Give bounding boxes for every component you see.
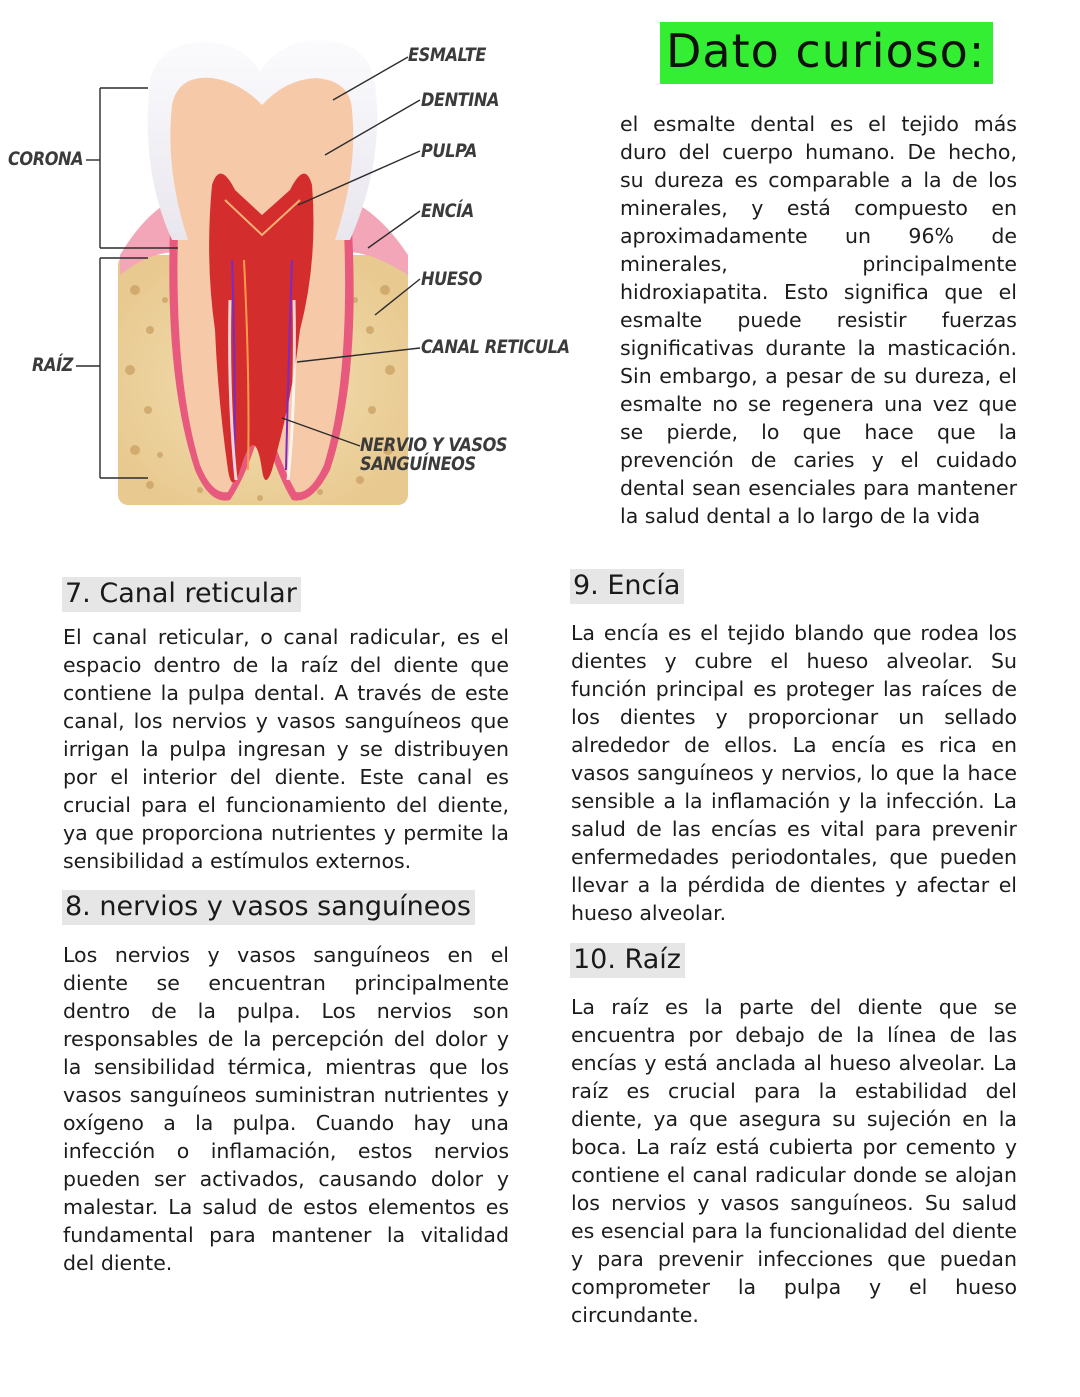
label-nervio-line2: SANGUÍNEOS xyxy=(360,453,476,475)
tooth-illustration xyxy=(0,0,600,560)
label-raiz: RAÍZ xyxy=(32,354,73,376)
section-8-text: Los nervios y vasos sanguíneos en el diente se encuentran principalmente dentro de la pulpa. Los nervios son responsables de la percepción del dolor y la sensibilidad térmica, mientras que los vasos sanguíneos suministran nutrientes y oxígeno a la pulpa. Cuando hay una infección o inflamación, estos nervios pueden ser activados, causando dolor y malestar. La salud de estos elementos es fundamental para mantener la vitalidad del diente. xyxy=(63,943,509,1275)
label-dentina: DENTINA xyxy=(421,89,500,111)
label-nervio-vasos xyxy=(360,436,507,474)
section-9-text: La encía es el tejido blando que rodea los dientes y cubre el hueso alveolar. Su función principal es proteger las raíces de los dientes y proporcionar un sellado alrededor de ellos. La encía es rica en vasos sanguíneos y nervios, lo que la hace sensible a la inflamación y la infección. La salud de las encías es vital para prevenir enfermedades periodontales, que pueden llevar a la pérdida de dientes y afectar el hueso alveolar. xyxy=(571,621,1017,925)
label-hueso: HUESO xyxy=(421,268,482,290)
callout-title: Dato curioso: xyxy=(660,22,993,84)
tooth-diagram xyxy=(0,0,600,560)
section-7-text: El canal reticular, o canal radicular, es el espacio dentro de la raíz del diente que contiene la pulpa dental. A través de este canal, los nervios y vasos sanguíneos que irrigan la pulpa ingresan y se distribuyen por el interior del diente. Este canal es crucial para el funcionamiento del diente, ya que proporciona nutrientes y permite la sensibilidad a estímulos externos. xyxy=(63,625,509,873)
label-encia: ENCÍA xyxy=(421,200,474,222)
label-pulpa: PULPA xyxy=(421,140,477,162)
section-7-heading: 7. Canal reticular xyxy=(62,577,301,612)
callout-text: el esmalte dental es el tejido más duro del cuerpo humano. De hecho, su dureza es comparable a la de los minerales, y está compuesto en aproximadamente un 96% de minerales, principalmente hidroxiapatita. Esto significa que el esmalte puede resistir fuerzas significativas durante la masticación. Sin embargo, a pesar de su dureza, el esmalte no se regenera una vez que se pierde, lo que hace que la prevención de caries y el cuidado dental sean esenciales para mantener la salud dental a lo largo de la vida xyxy=(620,112,1017,528)
section-9-heading: 9. Encía xyxy=(570,569,684,604)
label-corona: CORONA xyxy=(8,148,84,170)
label-nervio-line1: NERVIO Y VASOS xyxy=(360,434,508,456)
label-canal: CANAL RETICULA xyxy=(421,336,570,358)
section-8-heading: 8. nervios y vasos sanguíneos xyxy=(62,890,475,925)
label-esmalte: ESMALTE xyxy=(408,44,486,66)
section-10-text: La raíz es la parte del diente que se encuentra por debajo de la línea de las encías y está anclada al hueso alveolar. La raíz es crucial para la estabilidad del diente, ya que asegura su sujeción en la boca. La raíz está cubierta por cemento y contiene el canal radicular donde se alojan los nervios y vasos sanguíneos. Su salud es esencial para la funcionalidad del diente y para prevenir infecciones que puedan comprometer la pulpa y el hueso circundante. xyxy=(571,995,1017,1327)
section-10-heading: 10. Raíz xyxy=(570,943,685,978)
